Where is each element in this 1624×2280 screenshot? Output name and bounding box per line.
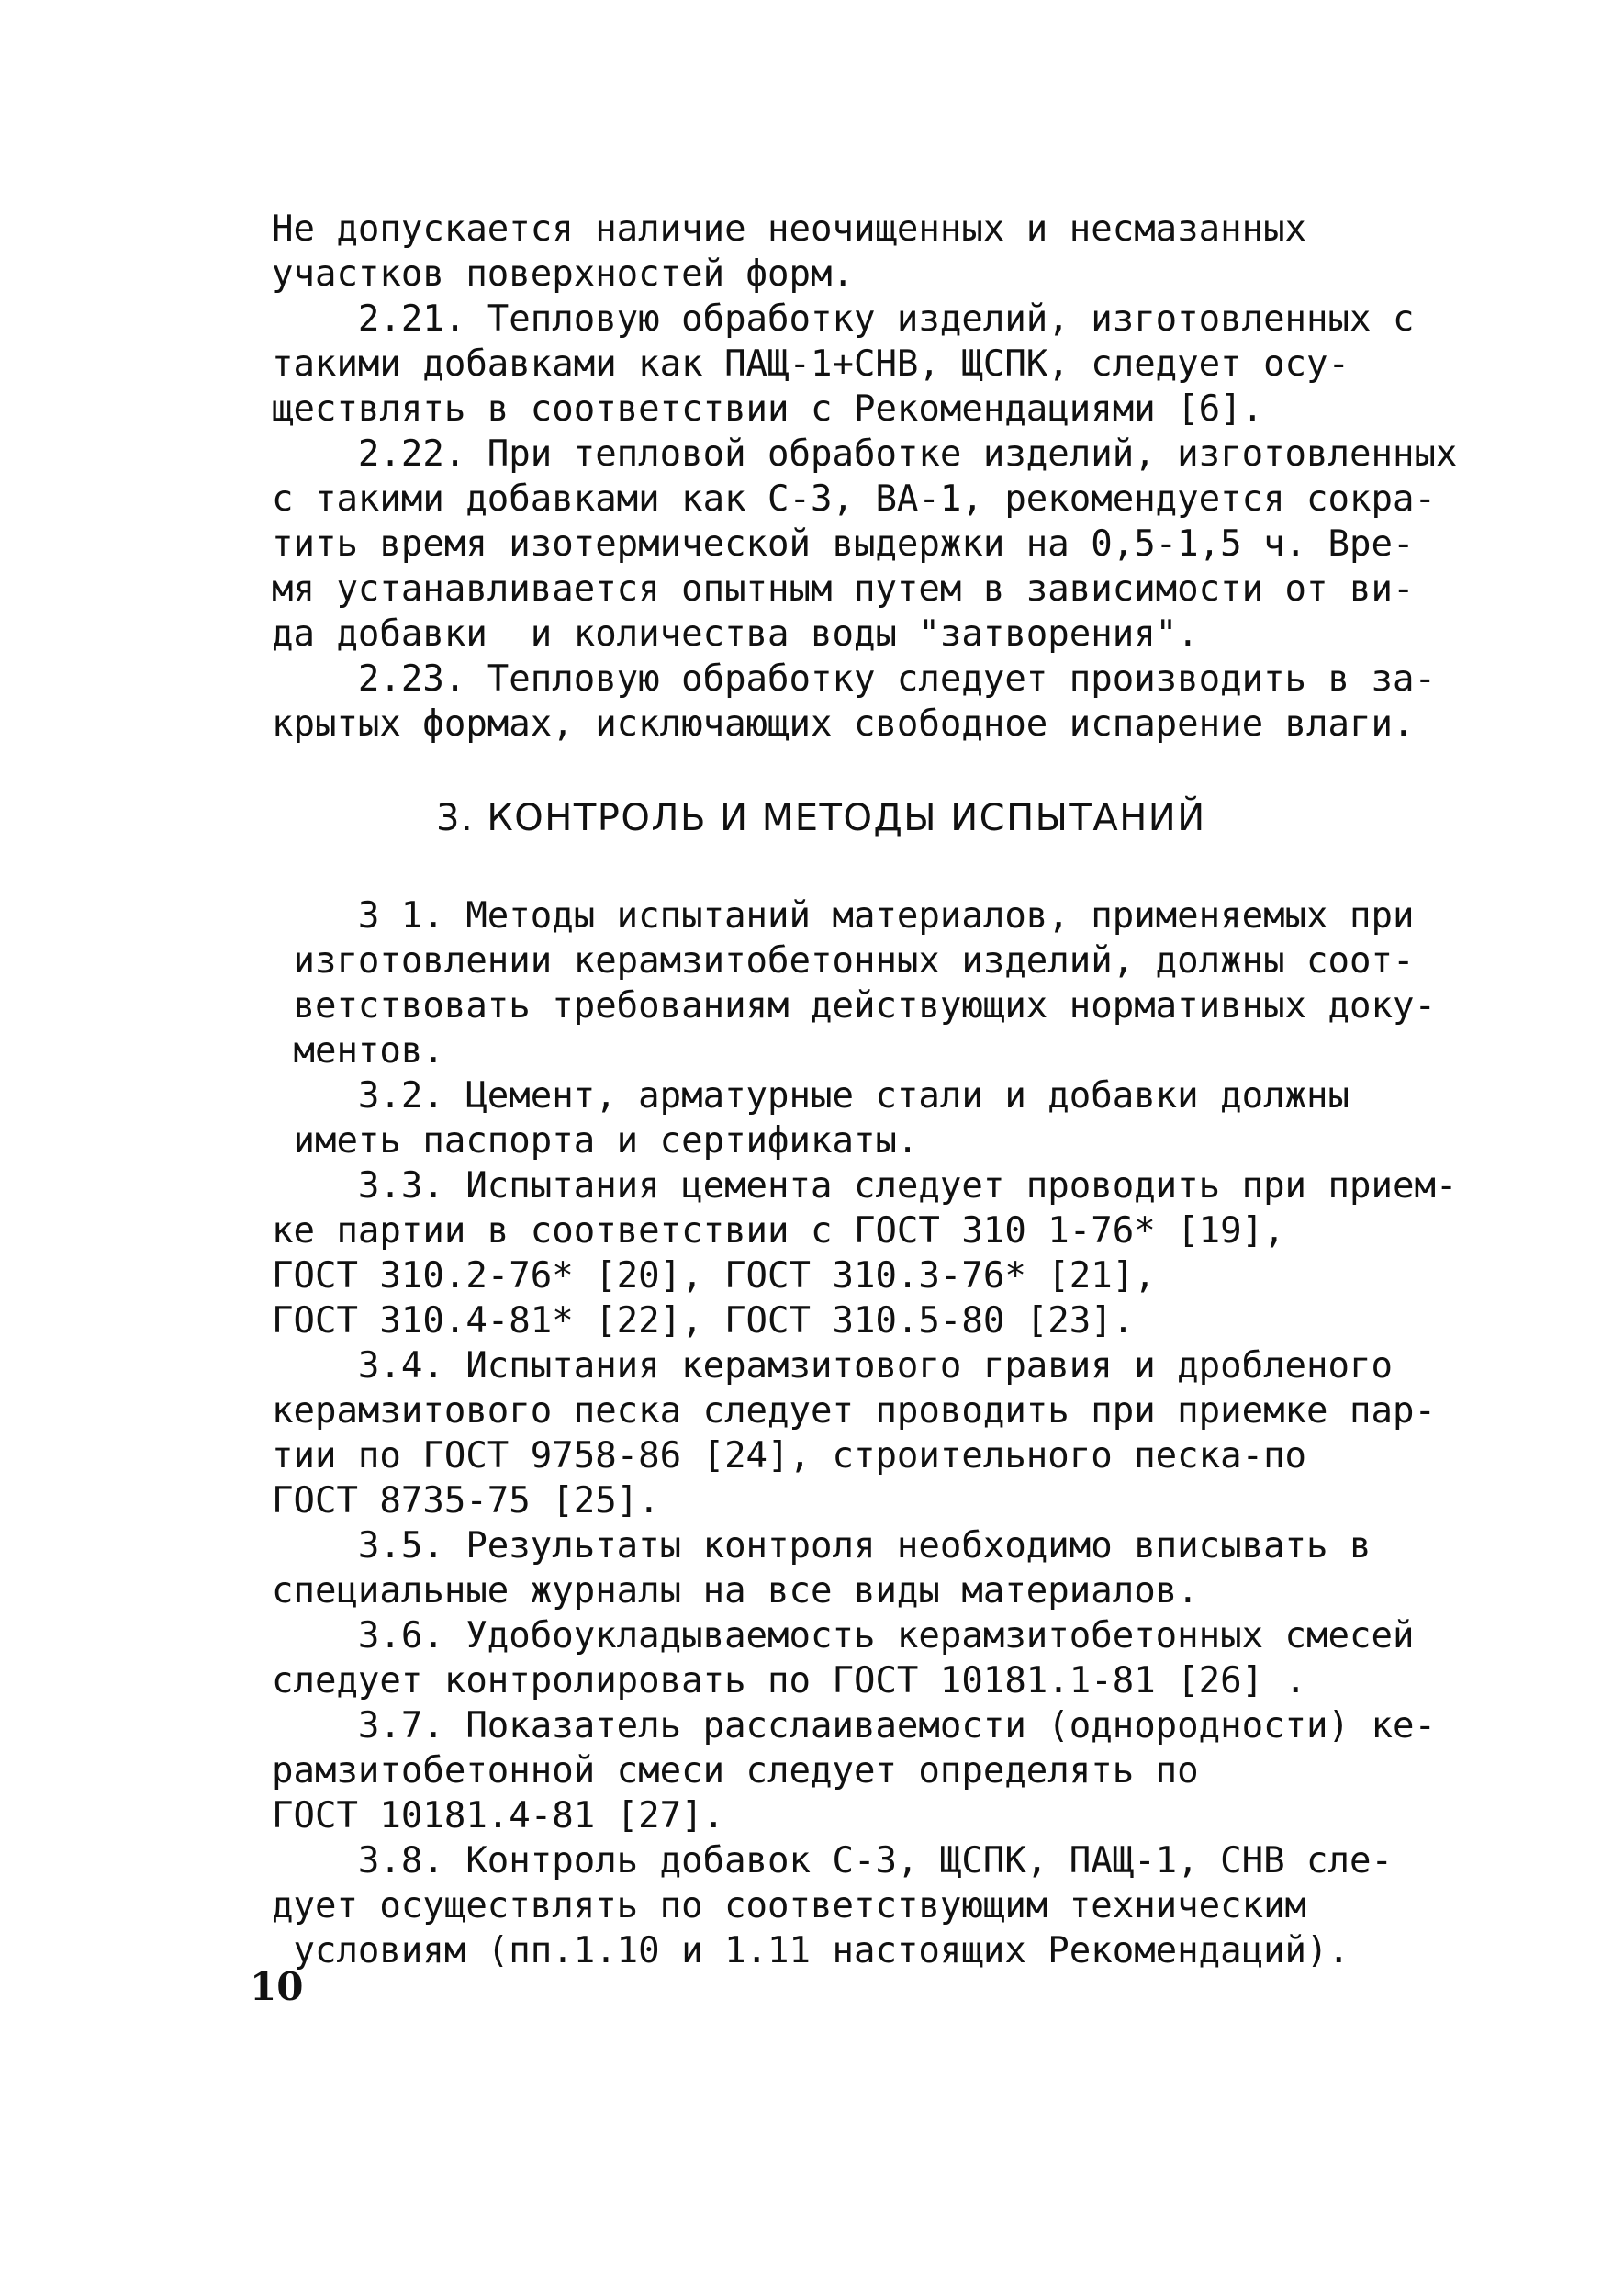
text-line: ГОСТ 310.4-81* [22], ГОСТ 310.5-80 [23]. <box>272 1300 1135 1342</box>
text-line: следует контролировать по ГОСТ 10181.1-81 [26] . <box>272 1660 1307 1702</box>
section-heading: 3. КОНТРОЛЬ И МЕТОДЫ ИСПЫТАНИЙ <box>436 797 1206 839</box>
text-line: керамзитового песка следует проводить при приемке пар- <box>272 1390 1436 1432</box>
text-line: с такими добавками как С-3, ВА-1, рекомендуется сокра- <box>272 478 1436 520</box>
text-line: ментов. <box>272 1030 444 1072</box>
text-line: ГОСТ 10181.4-81 [27]. <box>272 1795 725 1836</box>
text-line: специальные журналы на все виды материалов. <box>272 1570 1199 1612</box>
text-line: ветствовать требованиям действующих нормативных доку- <box>272 985 1436 1027</box>
text-line: ке партии в соответствии с ГОСТ 310 1-76* [19], <box>272 1210 1285 1252</box>
text-line: 3.3. Испытания цемента следует проводить при прием- <box>272 1165 1458 1207</box>
text-line: такими добавками как ПАЩ-1+СНВ, ЩСПК, следует осу- <box>272 343 1350 385</box>
text-line: мя устанавливается опытным путем в зависимости от ви- <box>272 568 1415 610</box>
text-line: крытых формах, исключающих свободное испарение влаги. <box>272 703 1415 745</box>
text-line: дует осуществлять по соответствующим техническим <box>272 1885 1307 1926</box>
text-line: изготовлении керамзитобетонных изделий, должны соот- <box>272 940 1415 982</box>
text-line: 2.22. При тепловой обработке изделий, изготовленных <box>272 433 1458 475</box>
text-line: 3.7. Показатель расслаиваемости (однородности) ке- <box>272 1705 1436 1747</box>
page-number: 10 <box>250 1964 304 2009</box>
text-line: 2.21. Тепловую обработку изделий, изготовленных с <box>272 298 1415 340</box>
text-line: 2.23. Тепловую обработку следует производить в за- <box>272 658 1436 700</box>
text-line: 3.5. Результаты контроля необходимо вписывать в <box>272 1525 1372 1567</box>
text-line: условиям (пп.1.10 и 1.11 настоящих Рекомендаций). <box>272 1930 1350 1971</box>
text-line: ГОСТ 310.2-76* [20], ГОСТ 310.3-76* [21], <box>272 1255 1156 1297</box>
text-line: тить время изотермической выдержки на 0,5-1,5 ч. Вре- <box>272 523 1415 565</box>
text-line: да добавки и количества воды "затворения". <box>272 613 1199 655</box>
text-line: 3.6. Удобоукладываемость керамзитобетонных смесей <box>272 1615 1415 1657</box>
text-line: 3.4. Испытания керамзитового гравия и дробленого <box>272 1345 1393 1387</box>
text-line: рамзитобетонной смеси следует определять по <box>272 1750 1199 1791</box>
text-line: иметь паспорта и сертификаты. <box>272 1120 919 1162</box>
text-line: 3.8. Контроль добавок С-3, ЩСПК, ПАЩ-1, СНВ сле- <box>272 1840 1393 1881</box>
text-line: участков поверхностей форм. <box>272 253 854 295</box>
text-line: 3 1. Методы испытаний материалов, применяемых при <box>272 895 1415 937</box>
text-line: Не допускается наличие неочищенных и несмазанных <box>272 208 1307 250</box>
text-line: тии по ГОСТ 9758-86 [24], строительного песка-по <box>272 1435 1307 1477</box>
text-line: ГОСТ 8735-75 [25]. <box>272 1480 660 1522</box>
text-line: 3.2. Цемент, арматурные стали и добавки должны <box>272 1075 1350 1117</box>
text-line: ществлять в соответствии с Рекомендациями [6]. <box>272 388 1264 430</box>
